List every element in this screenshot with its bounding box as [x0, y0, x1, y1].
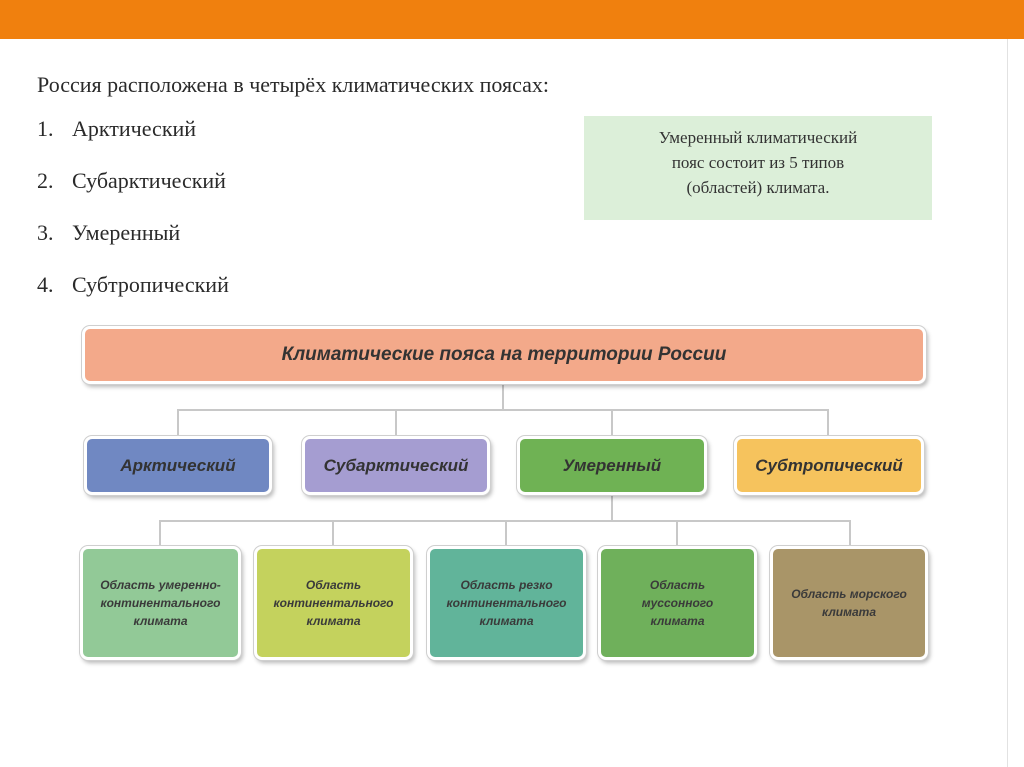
region-line: континентального: [100, 596, 221, 610]
region-box-marine: [770, 546, 928, 660]
list-item-label: Субтропический: [72, 272, 229, 297]
region-line: климата: [133, 614, 188, 628]
connector-line: [159, 520, 161, 546]
zone-label: Субарктический: [323, 455, 469, 475]
zone-box-subarctic: [302, 436, 490, 495]
connector-line: [502, 384, 504, 410]
zone-label: Арктический: [120, 455, 236, 475]
region-box-monsoon: [598, 546, 757, 660]
region-line: Область резко: [460, 578, 553, 592]
connector-line: [676, 520, 678, 546]
connector-line: [849, 520, 851, 546]
list-item-number: 4.: [37, 272, 54, 297]
region-line: Область умеренно-: [100, 578, 221, 592]
zone-box-subtropical: [734, 436, 924, 495]
region-line: муссонного: [641, 596, 714, 610]
note-line: пояс состоит из 5 типов: [671, 153, 845, 172]
connector-line: [827, 409, 829, 436]
list-item-label: Умеренный: [72, 220, 181, 245]
region-line: Область: [305, 578, 362, 592]
region-line: континентального: [446, 596, 567, 610]
list-item-label: Субарктический: [72, 168, 226, 193]
intro-text: Россия расположена в четырёх климатических поясах:: [37, 72, 549, 97]
zone-box-temperate: [517, 436, 707, 495]
region-line: континентального: [273, 596, 394, 610]
zone-box-arctic: [84, 436, 272, 495]
connector-line: [611, 495, 613, 521]
region-box-continental: [254, 546, 413, 660]
region-line: климата: [650, 614, 705, 628]
connector-line: [395, 409, 397, 436]
zone-label: Субтропический: [755, 455, 903, 475]
region-line: климата: [821, 605, 877, 619]
region-line: Область: [649, 578, 706, 592]
zone-label: Умеренный: [562, 455, 662, 475]
connector-line: [177, 409, 829, 411]
list-item-number: 2.: [37, 168, 54, 193]
diagram-title-box: [82, 326, 926, 384]
note-line: (областей) климата.: [686, 178, 830, 197]
diagram-title: Климатические пояса на территории России: [281, 344, 727, 365]
region-box-sharply-continental: [427, 546, 586, 660]
list-item-label: Арктический: [72, 116, 197, 141]
connector-line: [611, 409, 613, 436]
region-line: климата: [479, 614, 534, 628]
region-box-moderate-continental: [80, 546, 241, 660]
note-line: Умеренный климатический: [658, 128, 858, 147]
connector-line: [177, 409, 179, 436]
list-item-number: 3.: [37, 220, 54, 245]
region-line: климата: [306, 614, 361, 628]
list-item-number: 1.: [37, 116, 54, 141]
connector-line: [505, 520, 507, 546]
region-line: Область морского: [791, 587, 907, 601]
connector-line: [332, 520, 334, 546]
